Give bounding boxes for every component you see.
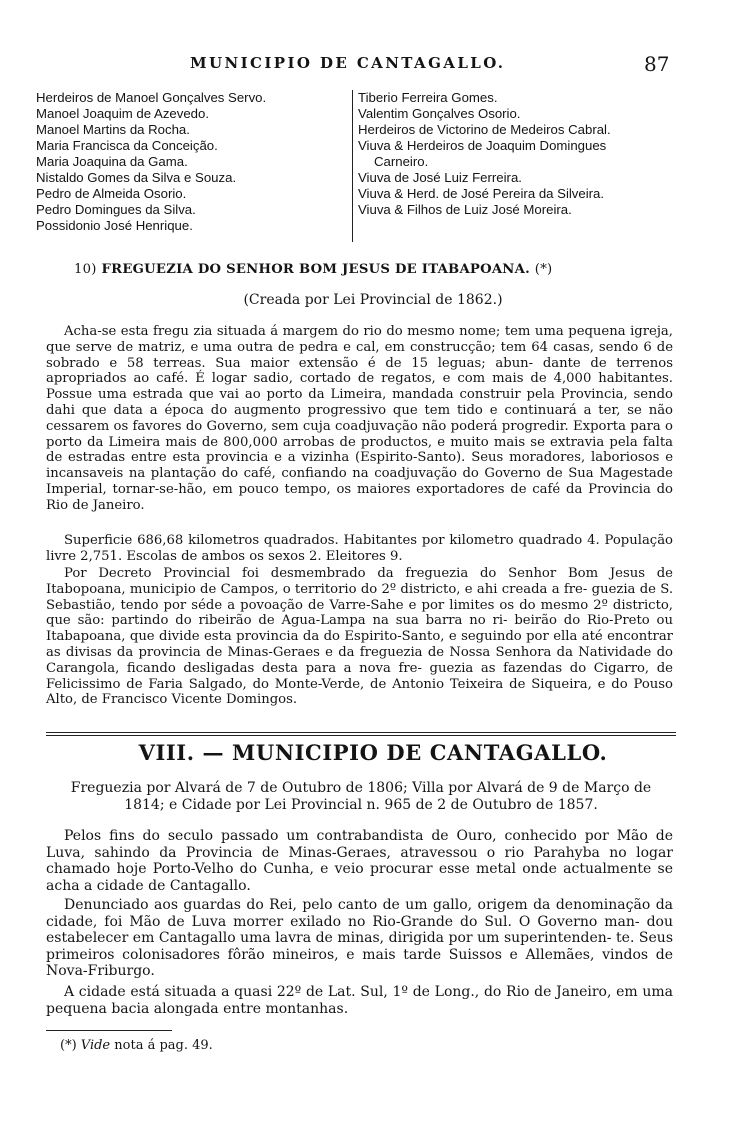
list-item: Maria Joaquina da Gama.	[36, 154, 188, 169]
text-line: seguindo por ella até encontrar as divisas da provincia de Minas-Geraes e da freguezia	[46, 629, 673, 660]
text-line: vizinha (Espirito-Santo). Seus moradores, laboriosos e incansaveis na plantação do	[46, 450, 673, 482]
text-line: Acha-se esta fregu zia situada á margem do rio do mesmo nome; tem uma pequena	[64, 324, 626, 339]
itabapoana-paragraph-1	[46, 324, 673, 514]
list-item: Pedro de Almeida Osorio.	[36, 186, 187, 201]
text-line: igreja, que serve de matriz, e uma outra de pedra e cal, em construcção; tem 64	[46, 324, 673, 355]
section-viii-heading: VIII. — MUNICIPIO DE CANTAGALLO.	[138, 740, 608, 765]
footnote	[60, 1038, 213, 1053]
list-item: Herdeiros de Manoel Gonçalves Servo.	[36, 90, 267, 105]
text-line: 1814; e Cidade por Lei Provincial n. 965 de 2 de Outubro de 1857.	[124, 797, 598, 813]
list-item: Viuva de José Luiz Ferreira.	[358, 170, 522, 185]
text-line: A cidade está situada a quasi 22º de Lat. Sul, 1º de Long., do Rio de Janeiro,	[64, 984, 612, 1000]
list-item: Viuva & Herdeiros de Joaquim Domingues	[358, 138, 607, 153]
text-line: Por Decreto Provincial foi desmembrado da freguezia do Senhor Bom Jesus de	[64, 566, 673, 581]
section-number: 10)	[74, 262, 97, 277]
cantagallo-paragraph-3	[46, 984, 673, 1017]
text-line: beirão do Rio-Preto ou Itabapoana, que divide esta provincia da do Espirito-Santo, e	[46, 613, 673, 645]
text-line: tido e continuará a ter, se não cessarem os favores do Governo, sem cuja coadjuvação	[46, 402, 673, 434]
text-line: da cidade, foi Mão de Luva morrer exilado no Rio-Grande do Sul. O Governo man-	[46, 897, 673, 930]
footnote-text: nota á pag. 49.	[114, 1038, 213, 1053]
creation-note: (Creada por Lei Provincial de 1862.)	[243, 292, 503, 308]
text-line: vindos de Nova-Friburgo.	[46, 946, 674, 979]
text-line: Itabopoana, municipio de Campos, o territorio do 2º districto, e ahi creada a fre-	[46, 581, 588, 597]
list-item: Pedro Domingues da Silva.	[36, 202, 196, 217]
text-line: em uma pequena bacia alongada entre montanhas.	[46, 984, 674, 1017]
text-line: casas, sendo 6 de sobrado e 58 terreas. Sua maior extensão é de 15 leguas; abun-	[46, 339, 673, 371]
list-item: Valentim Gonçalves Osorio.	[358, 106, 521, 121]
section-rule-bottom	[46, 735, 676, 736]
cantagallo-paragraph-2	[46, 897, 673, 980]
section-title: FREGUEZIA DO SENHOR BOM JESUS DE ITABAPOANA.	[101, 262, 530, 277]
list-item: Nistaldo Gomes da Silva e Souza.	[36, 170, 237, 185]
list-item: Manoel Joaquim de Azevedo.	[36, 106, 210, 121]
list-item: Viuva & Herd. de José Pereira da Silveira.	[358, 186, 605, 201]
list-item: Herdeiros de Victorino de Medeiros Cabral.	[358, 122, 611, 137]
text-line: População livre 2,751. Escolas de ambos os sexos 2. Eleitores 9.	[46, 533, 673, 564]
section-rule-top	[46, 732, 676, 733]
text-line: Pelos fins do seculo passado um contrabandista de Ouro, conhecido por Mão de	[64, 828, 673, 844]
text-line: se acha a cidade de Cantagallo.	[46, 861, 674, 894]
list-item: Possidonio José Henrique.	[36, 218, 193, 233]
text-line: guezia as fazendas do Cigarro, de Felicissimo de Faria Salgado, do Monte-Verde, de	[46, 660, 673, 692]
text-line: café, confiando na coadjuvação do Governo de Sua Magestade Imperial, tornar-se-hão,	[46, 466, 673, 497]
text-line: dou estabelecer em Cantagallo uma lavra de minas, dirigida por um superintenden-	[46, 913, 673, 946]
text-line: Denunciado aos guardas do Rei, pelo canto de um gallo, origem da denominação	[64, 897, 651, 913]
text-line: chamado hoje Porto-Velho do Cunha, e veio procurar esse metal onde actualmente	[46, 861, 652, 877]
text-line: Luva, sahindo da Provincia de Minas-Geraes, atravessou o rio Parahyba no logar	[46, 844, 673, 861]
freguezia-dates	[46, 780, 676, 814]
page-number: 87	[644, 52, 670, 76]
itabapoana-statistics	[46, 533, 673, 565]
right-name-list	[358, 90, 730, 218]
text-line: construir pela Provincia, sendo dahi que data a época do augmento progressivo que tem	[46, 387, 673, 418]
list-item: Manoel Martins da Rocha.	[36, 122, 190, 137]
left-name-list	[36, 90, 346, 234]
footnote-mark: (*)	[60, 1038, 77, 1053]
text-line: de Nossa Senhora da Natividade do Carangola, ficando desligadas desta para a nova fre-	[46, 644, 673, 676]
running-header: MUNICIPIO DE CANTAGALLO.	[190, 54, 506, 72]
text-line: não poderá progredir. Exporta para o porto da Limeira mais de 800,000 arrobas de	[46, 418, 673, 450]
text-line: de 4,000 habitantes. Possue uma estrada que vai ao porto da Limeira, mandada	[46, 371, 673, 403]
itabapoana-paragraph-3	[46, 566, 673, 708]
footnote-reference: (*)	[534, 262, 553, 277]
list-item: Maria Francisca da Conceição.	[36, 138, 218, 153]
text-line: productos, e muito mais se extravia pela falta de estradas entre esta provincia e a	[46, 434, 673, 466]
text-line: mesmo 2º districto, que são: partindo do ribeirão de Agua-Lampa na sua barra no ri-	[46, 597, 673, 629]
list-item: Carneiro.	[374, 154, 429, 169]
text-line: em pouco tempo, os maiores exportadores de café da Provincia do Rio de Janeiro.	[46, 481, 673, 513]
text-line: guezia de S. Sebastião, tendo por séde a povoação de Varre-Sahe e por limites os do	[46, 581, 674, 613]
text-line: te. Seus primeiros colonisadores fôrão mineiros, e mais tarde Suissos e Allemães,	[46, 930, 674, 963]
footnote-vide: Vide	[80, 1038, 111, 1053]
column-divider	[352, 90, 353, 242]
text-line: Freguezia por Alvará de 7 de Outubro de 1806; Villa por Alvará de 9 de Março de	[70, 780, 652, 796]
text-line: dante de terrenos apropriados ao café. É logar sadio, cortado de regatos, e com mais	[46, 355, 673, 387]
cantagallo-paragraph-1	[46, 828, 673, 894]
section-10-heading	[74, 262, 552, 277]
footnote-rule	[46, 1030, 172, 1031]
list-item: Tiberio Ferreira Gomes.	[358, 90, 498, 105]
text-line: Superficie 686,68 kilometros quadrados. Habitantes por kilometro quadrado 4.	[64, 533, 600, 548]
text-line: Antonio Teixeira de Siqueira, e do Pouso Alto, de Francisco Vicente Domingos.	[46, 676, 673, 708]
list-item: Viuva & Filhos de Luiz José Moreira.	[358, 202, 572, 217]
